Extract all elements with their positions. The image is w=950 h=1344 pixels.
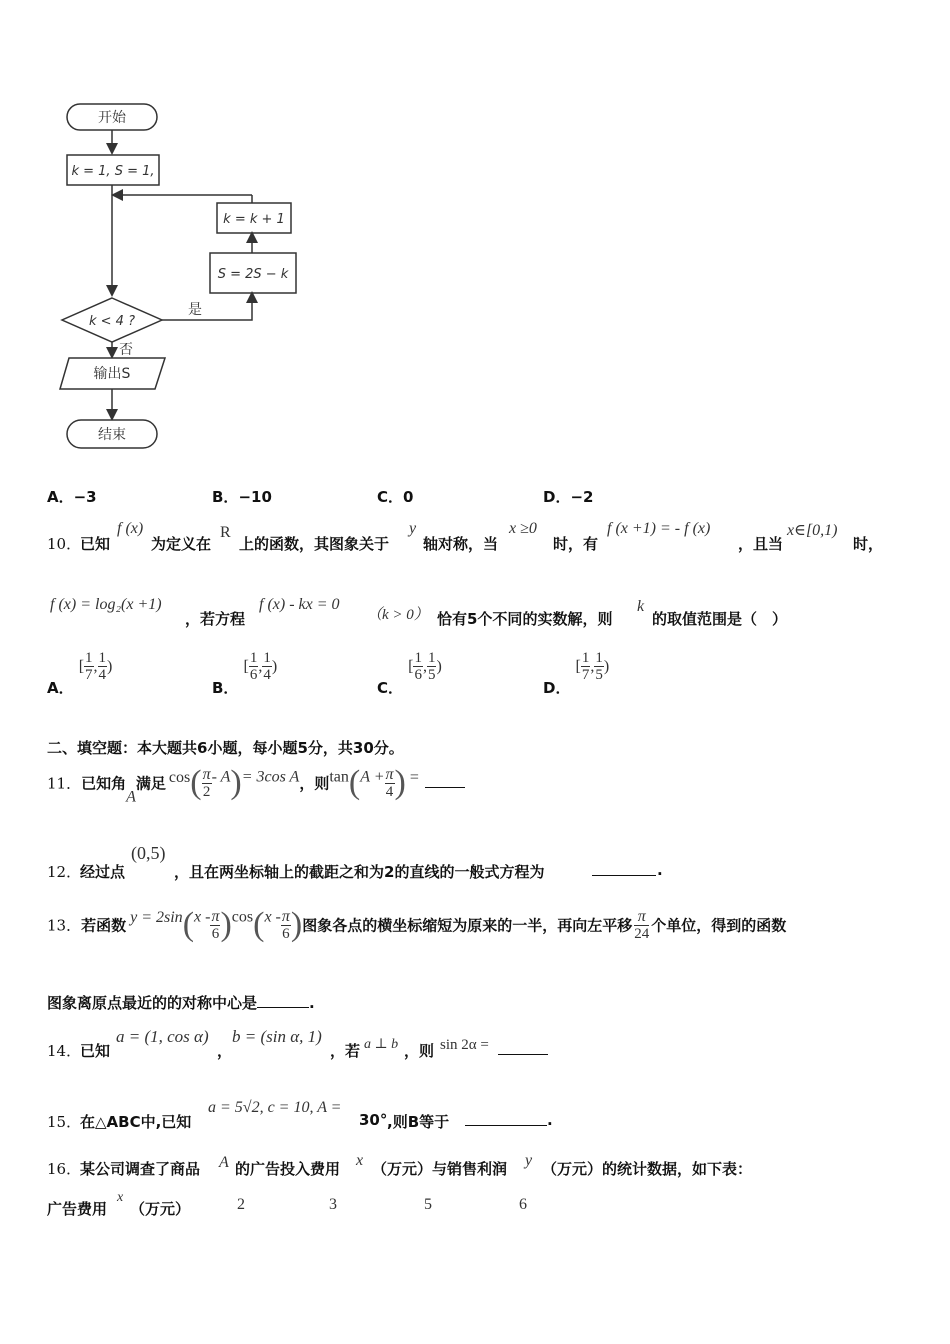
flow-init-label: k = 1, S = 1, — [71, 164, 155, 179]
q10-math: k — [637, 598, 645, 615]
table-row-label: 广告费用 — [47, 1200, 108, 1218]
q10-option-b: B． [ $\frac{1}{6}$ , $\frac{1}{4}$ ) — [212, 650, 278, 697]
q10-option-a: A． [ $\frac{1}{7}$ , $\frac{1}{4}$ ) — [47, 650, 113, 697]
question-13-line2: 图象离原点最近的的对称中心是 . — [47, 994, 315, 1012]
q9-option-a: A．−3 — [47, 488, 97, 506]
q12-answer-blank — [592, 861, 656, 876]
q10-text: 时， — [853, 535, 884, 553]
q15-answer-blank — [465, 1111, 547, 1126]
q10-text: 轴对称，当 — [423, 535, 499, 553]
q10-number: 10． — [47, 535, 82, 553]
q10-option-d: D． [ $\frac{1}{7}$ , $\frac{1}{5}$ ) — [543, 650, 610, 697]
q9-option-b: B．−10 — [212, 488, 272, 506]
table-row-var: x — [117, 1190, 124, 1205]
table-cell: 5 — [424, 1196, 432, 1213]
q10-math: x∈[0,1) — [787, 522, 838, 539]
q10-text: 的取值范围是（ ） — [652, 610, 788, 628]
q9-option-c: C．0 — [377, 488, 414, 506]
q10-math: R — [220, 524, 231, 541]
table-cell: 6 — [519, 1196, 527, 1213]
q10-option-c: C． [ $\frac{1}{6}$ , $\frac{1}{5}$ ) — [377, 650, 442, 697]
q10-text: 恰有5个不同的实数解，则 — [437, 610, 613, 628]
q10-text: ，若方程 — [185, 610, 246, 628]
q10-math: f (x) — [117, 520, 144, 537]
q10-text: ，且当 — [738, 535, 784, 553]
flow-end-label: 结束 — [98, 427, 126, 443]
flow-update-s-label: S = 2S − k — [217, 267, 289, 282]
table-cell: 3 — [329, 1196, 337, 1213]
q11-answer-blank — [425, 773, 465, 788]
q10-math: f (x) - kx = 0 — [259, 596, 340, 613]
q10-math: f (x +1) = - f (x) — [607, 520, 711, 537]
q13-answer-blank — [257, 993, 309, 1008]
q10-text: 时，有 — [553, 535, 599, 553]
flow-yes-label: 是 — [188, 302, 202, 318]
section-heading: 二、填空题：本大题共6小题，每小题5分，共30分。 — [47, 739, 404, 757]
question-13: 13．若函数 y = 2sin(x - $\frac{\pi}{6}$ )cos(x - $\frac{\pi}{6}$ )图象各点的横坐标缩短为原来的一半，再向左平移 $\frac{\pi}{24}$ 个单位，得到的函数 — [47, 906, 787, 943]
flow-output-label: 输出S — [93, 366, 131, 382]
q10-text: 上的函数，其图象关于 — [239, 535, 390, 553]
table-row-unit: （万元） — [130, 1200, 191, 1218]
table-cell: 2 — [237, 1196, 245, 1213]
q10-math: x ≥0 — [509, 520, 537, 537]
q14-answer-blank — [498, 1040, 548, 1055]
q10-text: 为定义在 — [151, 535, 212, 553]
flowchart — [55, 95, 315, 460]
flow-update-k-label: k = k + 1 — [223, 212, 285, 227]
flow-no-label: 否 — [119, 342, 133, 358]
flow-start-label: 开始 — [98, 110, 126, 126]
q10-math: y — [409, 520, 417, 537]
q10-math: （k > 0） — [367, 607, 429, 623]
question-11: 11．已知角A满足 cos( $\frac{\pi}{2}$ - A)= 3cos A，则tan(A + $\frac{\pi}{4}$ ) = — [47, 764, 465, 807]
q10-math: f (x) = log₂(x +1) — [50, 596, 162, 613]
q10-text: 已知 — [80, 535, 111, 553]
q9-option-d: D．−2 — [543, 488, 594, 506]
flow-condition-label: k < 4 ? — [89, 314, 135, 329]
